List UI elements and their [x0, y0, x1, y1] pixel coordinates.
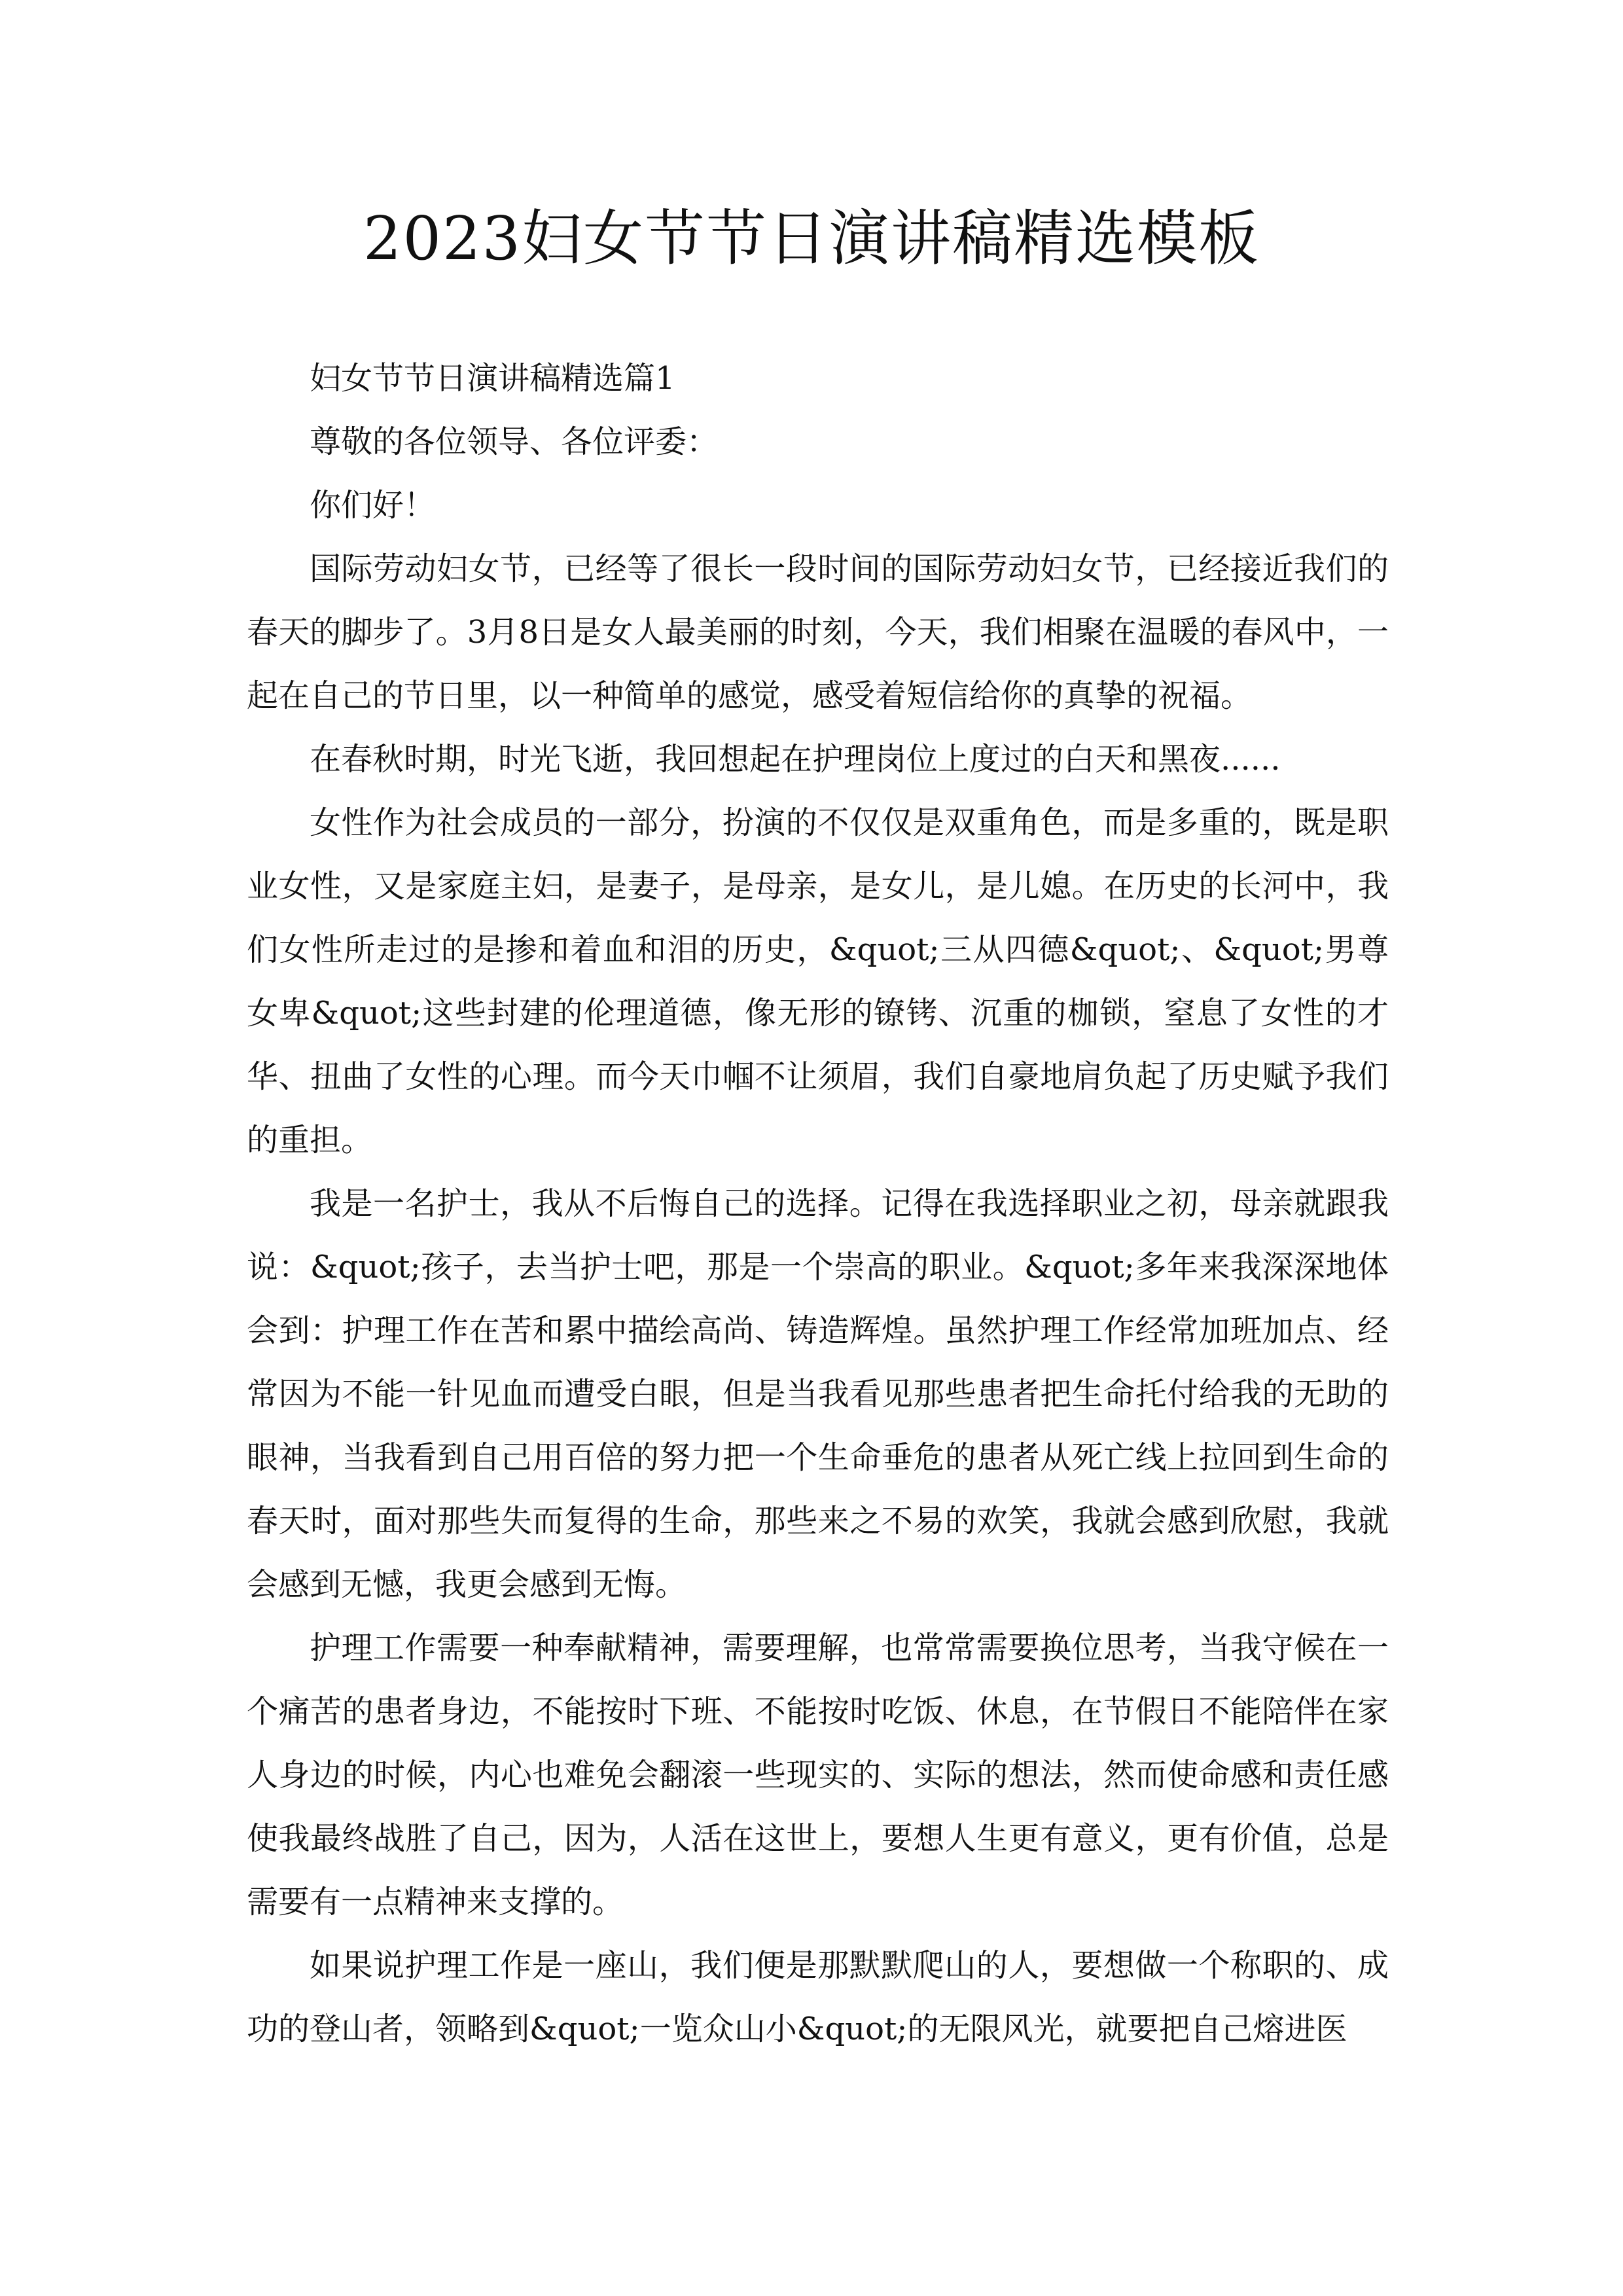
- paragraph: 护理工作需要一种奉献精神，需要理解，也常常需要换位思考，当我守候在一个痛苦的患者身边，不能按时下班、不能按时吃饭、休息，在节假日不能陪伴在家人身边的时候，内心也难免会翻滚一些现实的、实际的想法，然而使命感和责任感使我最终战胜了自己，因为，人活在这世上，要想人生更有意义，更有价值，总是需要有一点精神来支撑的。: [247, 1630, 1389, 1920]
- paragraph-heading: 妇女节节日演讲稿精选篇1: [310, 360, 675, 397]
- paragraph-greeting: 你们好！: [310, 487, 436, 524]
- paragraph: 女性作为社会成员的一部分，扮演的不仅仅是双重角色，而是多重的，既是职业女性，又是家庭主妇，是妻子，是母亲，是女儿，是儿媳。在历史的长河中，我们女性所走过的是掺和着血和泪的历史，&quot;三从四德&quot;、&quot;男尊女卑&quot;这些封建的伦理道德，像无形的镣铐、沉重的枷锁，窒息了女性的才华、扭曲了女性的心理。而今天巾帼不让须眉，我们自豪地肩负起了历史赋予我们的重担。: [247, 804, 1389, 1158]
- paragraph: 我是一名护士，我从不后悔自己的选择。记得在我选择职业之初，母亲就跟我说：&quot;孩子，去当护士吧，那是一个崇高的职业。&quot;多年来我深深地体会到：护理工作在苦和累中描绘高尚、铸造辉煌。虽然护理工作经常加班加点、经常因为不能一针见血而遭受白眼，但是当我看见那些患者把生命托付给我的无助的眼神，当我看到自己用百倍的努力把一个生命垂危的患者从死亡线上拉回到生命的春天时，面对那些失而复得的生命，那些来之不易的欢笑，我就会感到欣慰，我就会感到无憾，我更会感到无悔。: [247, 1185, 1389, 1603]
- paragraph: 如果说护理工作是一座山，我们便是那默默爬山的人，要想做一个称职的、成功的登山者，领略到&quot;一览众山小&quot;的无限风光，就要把自己熔进医: [247, 1947, 1389, 2047]
- paragraph: 国际劳动妇女节，已经等了很长一段时间的国际劳动妇女节，已经接近我们的春天的脚步了。3月8日是女人最美丽的时刻，今天，我们相聚在温暖的春风中，一起在自己的节日里，以一种简单的感觉，感受着短信给你的真挚的祝福。: [247, 550, 1389, 714]
- paragraph: 在春秋时期，时光飞逝，我回想起在护理岗位上度过的白天和黑夜......: [310, 741, 1281, 778]
- document-body: [247, 347, 1389, 2061]
- paragraph-salutation: 尊敬的各位领导、各位评委：: [310, 423, 719, 460]
- document-title: 2023妇女节节日演讲稿精选模板: [363, 204, 1260, 274]
